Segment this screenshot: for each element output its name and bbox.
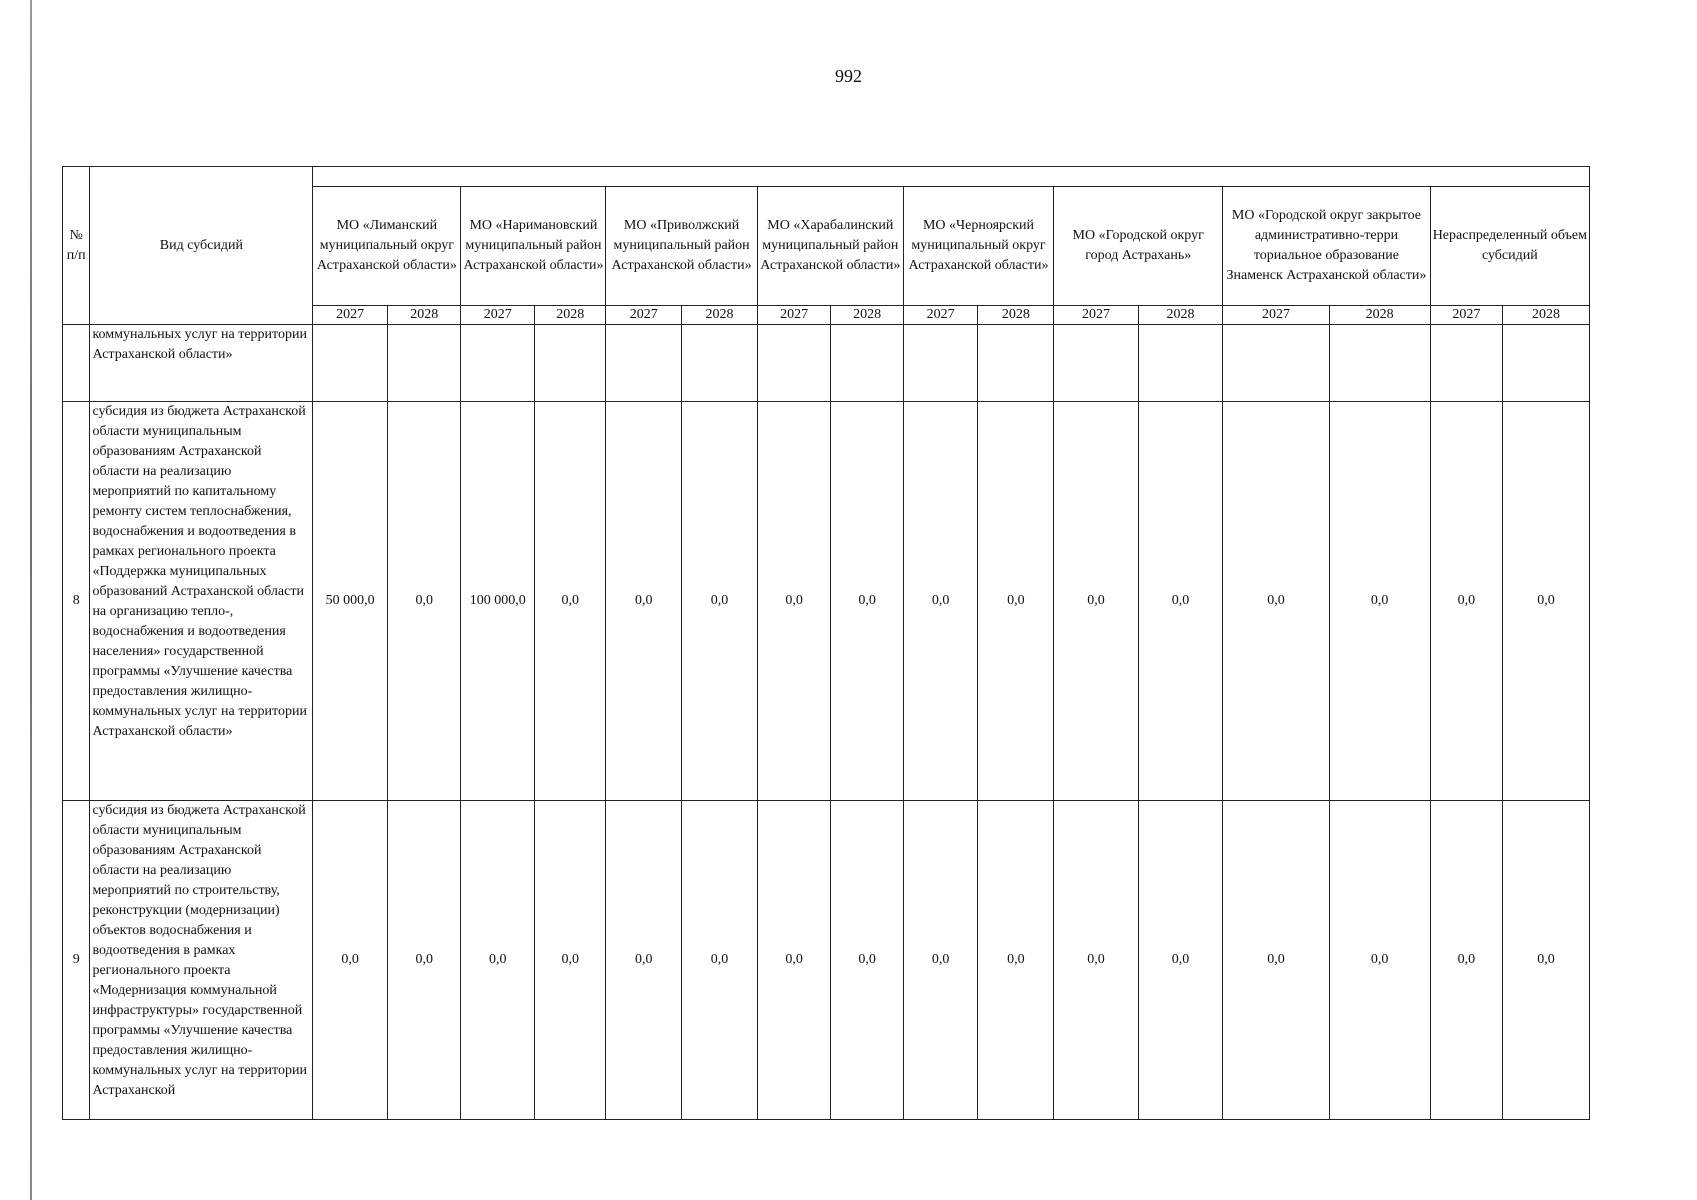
binding-edge-line xyxy=(30,0,32,1200)
year-header: 2027 xyxy=(313,306,388,325)
year-header: 2027 xyxy=(606,306,682,325)
value-cell: 50 000,0 xyxy=(313,402,388,801)
value-cell: 0,0 xyxy=(387,402,461,801)
value-cell: 0,0 xyxy=(903,402,978,801)
row-number xyxy=(63,325,90,402)
row-number: 9 xyxy=(63,801,90,1120)
col-type-header: Вид субсидий xyxy=(90,167,313,325)
year-header: 2027 xyxy=(461,306,535,325)
value-cell xyxy=(757,325,831,402)
value-cell: 0,0 xyxy=(1054,801,1139,1120)
value-cell xyxy=(1329,325,1430,402)
table-row xyxy=(63,325,1590,402)
value-cell: 0,0 xyxy=(387,801,461,1120)
year-header: 2027 xyxy=(903,306,978,325)
value-cell: 0,0 xyxy=(1329,402,1430,801)
year-header: 2027 xyxy=(757,306,831,325)
value-cell: 0,0 xyxy=(1430,402,1502,801)
year-header: 2028 xyxy=(682,306,758,325)
value-cell: 100 000,0 xyxy=(461,402,535,801)
value-cell: 0,0 xyxy=(1223,402,1329,801)
value-cell: 0,0 xyxy=(757,801,831,1120)
municipality-header: МО «Черноярский муниципальный округ Астраханской области» xyxy=(903,187,1053,306)
value-cell: 0,0 xyxy=(606,402,682,801)
value-cell: 0,0 xyxy=(1329,801,1430,1120)
value-cell xyxy=(1430,325,1502,402)
value-cell: 0,0 xyxy=(1138,801,1223,1120)
year-header: 2028 xyxy=(978,306,1054,325)
subsidy-description: субсидия из бюджета Астраханской области муниципальным образованиям Астраханской области на реализацию мероприятий по капитальному ремонту систем теплоснабжения, водоснабжения и водоотведения в рамках регионального проекта «Поддержка муниципальных образований Астраханской области на организацию тепло-, водоснабжения и водоотведения населения» государственной программы «Улучшение качества предоставления жилищно-коммунальных услуг на территории Астраханской области» xyxy=(90,402,313,801)
page-number: 992 xyxy=(835,66,862,86)
municipality-header: МО «Городской округ закрытое административно-терри ториальное образование Знаменск Астраханской области» xyxy=(1223,187,1430,306)
subsidies-table xyxy=(62,166,1590,1120)
value-cell xyxy=(387,325,461,402)
value-cell xyxy=(831,325,903,402)
value-cell: 0,0 xyxy=(757,402,831,801)
value-cell: 0,0 xyxy=(1503,801,1590,1120)
value-cell xyxy=(903,325,978,402)
value-cell: 0,0 xyxy=(606,801,682,1120)
value-cell xyxy=(606,325,682,402)
year-header: 2028 xyxy=(387,306,461,325)
year-header: 2027 xyxy=(1054,306,1139,325)
value-cell xyxy=(461,325,535,402)
value-cell: 0,0 xyxy=(1054,402,1139,801)
value-cell xyxy=(978,325,1054,402)
value-cell: 0,0 xyxy=(461,801,535,1120)
subsidy-description: субсидия из бюджета Астраханской области муниципальным образованиям Астраханской области на реализацию мероприятий по строительству, реконструкции (модернизации) объектов водоснабжения и водоотведения в рамках регионального проекта «Модернизация коммунальной инфраструктуры» государственной программы «Улучшение качества предоставления жилищно-коммунальных услуг на территории Астраханской xyxy=(90,801,313,1120)
year-header: 2028 xyxy=(1329,306,1430,325)
year-header: 2028 xyxy=(1503,306,1590,325)
header-span-cell xyxy=(313,167,1590,187)
value-cell: 0,0 xyxy=(535,402,606,801)
value-cell xyxy=(1223,325,1329,402)
subsidy-description: коммунальных услуг на территории Астраханской области» xyxy=(90,325,313,402)
municipality-header: МО «Городской округ город Астрахань» xyxy=(1054,187,1223,306)
value-cell: 0,0 xyxy=(831,402,903,801)
year-header: 2027 xyxy=(1430,306,1502,325)
municipality-header: МО «Приволжский муниципальный район Астраханской области» xyxy=(606,187,757,306)
value-cell xyxy=(1503,325,1590,402)
table-row xyxy=(63,801,1590,1120)
value-cell: 0,0 xyxy=(535,801,606,1120)
value-cell: 0,0 xyxy=(831,801,903,1120)
header-top-row xyxy=(63,167,1590,187)
value-cell: 0,0 xyxy=(682,402,758,801)
value-cell xyxy=(535,325,606,402)
value-cell: 0,0 xyxy=(1503,402,1590,801)
value-cell xyxy=(313,325,388,402)
value-cell xyxy=(1054,325,1139,402)
value-cell: 0,0 xyxy=(978,801,1054,1120)
table-row xyxy=(63,402,1590,801)
value-cell: 0,0 xyxy=(1138,402,1223,801)
value-cell: 0,0 xyxy=(682,801,758,1120)
year-header: 2028 xyxy=(535,306,606,325)
municipality-header: Нераспределенный объем субсидий xyxy=(1430,187,1589,306)
municipality-header: МО «Лиманский муниципальный округ Астраханской области» xyxy=(313,187,461,306)
year-header: 2028 xyxy=(1138,306,1223,325)
row-number: 8 xyxy=(63,402,90,801)
value-cell xyxy=(1138,325,1223,402)
year-header: 2027 xyxy=(1223,306,1329,325)
value-cell xyxy=(682,325,758,402)
value-cell: 0,0 xyxy=(1430,801,1502,1120)
value-cell: 0,0 xyxy=(1223,801,1329,1120)
value-cell: 0,0 xyxy=(903,801,978,1120)
municipality-header: МО «Наримановский муниципальный район Астраханской области» xyxy=(461,187,606,306)
municipality-header: МО «Харабалинский муниципальный район Астраханской области» xyxy=(757,187,903,306)
year-header: 2028 xyxy=(831,306,903,325)
col-num-header: № п/п xyxy=(63,167,90,325)
value-cell: 0,0 xyxy=(313,801,388,1120)
value-cell: 0,0 xyxy=(978,402,1054,801)
